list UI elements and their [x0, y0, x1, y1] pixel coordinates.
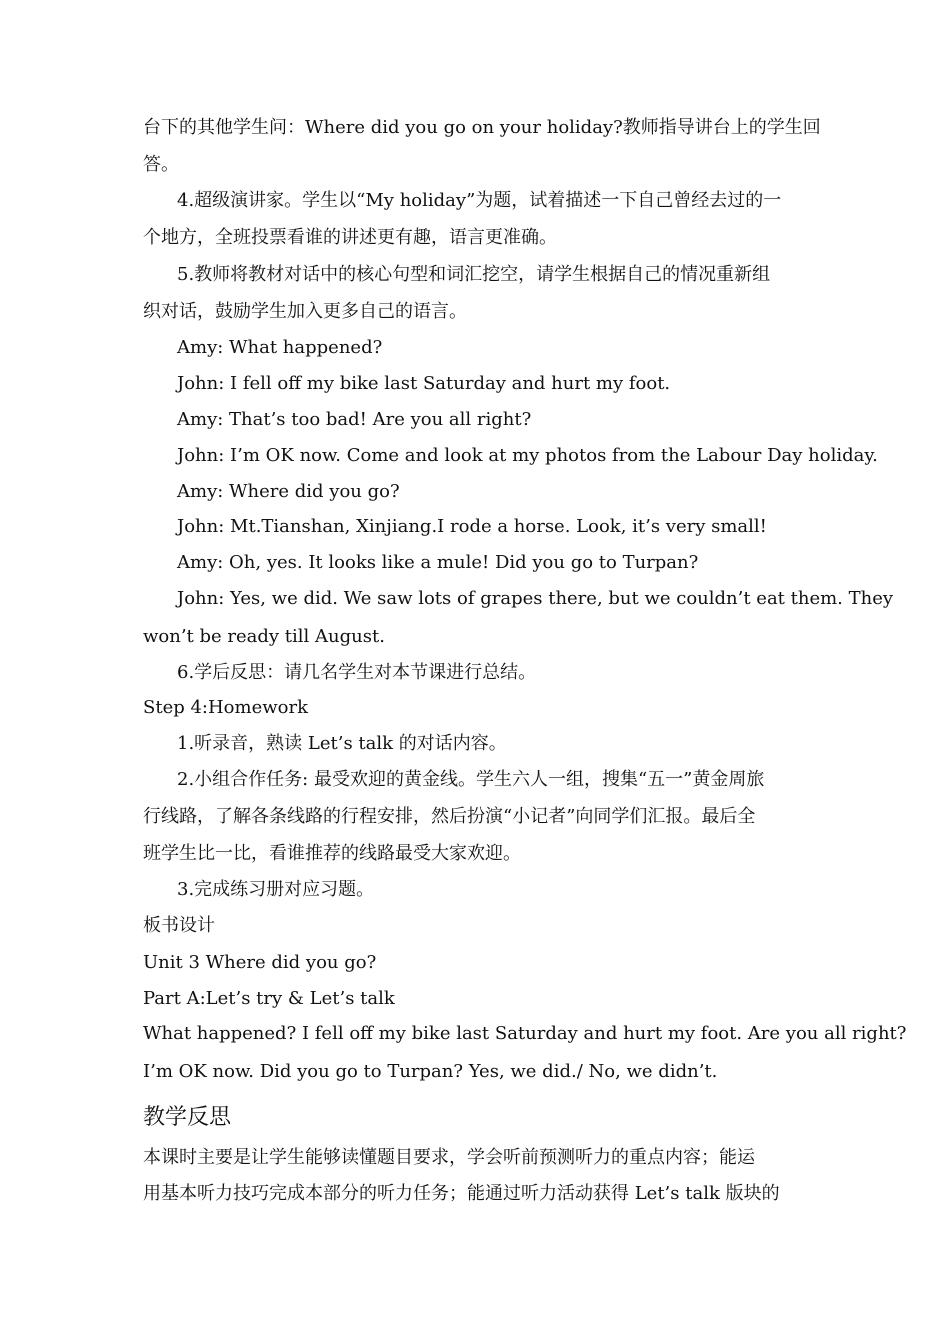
step-heading: Step 4:Homework [143, 697, 308, 718]
dialogue-line: Amy: Oh, yes. It looks like a mule! Did you go to Turpan? [177, 552, 699, 573]
reflection-heading: 教学反思 [143, 1105, 232, 1130]
reflection-text: 用基本听力技巧完成本部分的听力任务；能通过听力活动获得 Let’s talk 版块的 [143, 1183, 780, 1204]
text-line: 台下的其他学生问：Where did you go on your holiday?教师指导讲台上的学生回 [143, 117, 821, 138]
text-line: 答。 [143, 154, 179, 175]
dialogue-line: John: Mt.Tianshan, Xinjiang.I rode a horse. Look, it’s very small! [177, 516, 767, 537]
board-design-line: I’m OK now. Did you go to Turpan? Yes, we did./ No, we didn’t. [143, 1061, 718, 1082]
reflection-text: 本课时主要是让学生能够读懂题目要求，学会听前预测听力的重点内容；能运 [143, 1147, 755, 1168]
text-line: 5.教师将教材对话中的核心句型和词汇挖空，请学生根据自己的情况重新组 [177, 264, 771, 285]
homework-item: 班学生比一比，看谁推荐的线路最受大家欢迎。 [143, 843, 521, 864]
dialogue-line: Amy: That’s too bad! Are you all right? [177, 409, 532, 430]
homework-item: 2.小组合作任务: 最受欢迎的黄金线。学生六人一组，搜集“五一”黄金周旅 [177, 769, 765, 790]
dialogue-line: John: I fell off my bike last Saturday and hurt my foot. [177, 373, 671, 394]
dialogue-line: John: I’m OK now. Come and look at my photos from the Labour Day holiday. [177, 445, 878, 466]
dialogue-line: Amy: Where did you go? [177, 481, 400, 502]
text-line: 织对话，鼓励学生加入更多自己的语言。 [143, 301, 467, 322]
board-design-line: Unit 3 Where did you go? [143, 952, 377, 973]
text-line: 个地方，全班投票看谁的讲述更有趣，语言更准确。 [143, 227, 557, 248]
dialogue-line: John: Yes, we did. We saw lots of grapes there, but we couldn’t eat them. They [177, 588, 894, 609]
dialogue-line: Amy: What happened? [177, 337, 383, 358]
homework-item: 行线路，了解各条线路的行程安排，然后扮演“小记者”向同学们汇报。最后全 [143, 806, 756, 827]
text-line: 4.超级演讲家。学生以“My holiday”为题，试着描述一下自己曾经去过的一 [177, 190, 782, 211]
board-design-line: What happened? I fell off my bike last Saturday and hurt my foot. Are you all right? [143, 1023, 907, 1044]
homework-item: 1.听录音，熟读 Let’s talk 的对话内容。 [177, 733, 507, 754]
section-title: 板书设计 [143, 915, 215, 936]
dialogue-line: won’t be ready till August. [143, 626, 385, 647]
board-design-line: Part A:Let’s try & Let’s talk [143, 988, 395, 1009]
text-line: 6.学后反思：请几名学生对本节课进行总结。 [177, 662, 537, 683]
homework-item: 3.完成练习册对应习题。 [177, 879, 375, 900]
